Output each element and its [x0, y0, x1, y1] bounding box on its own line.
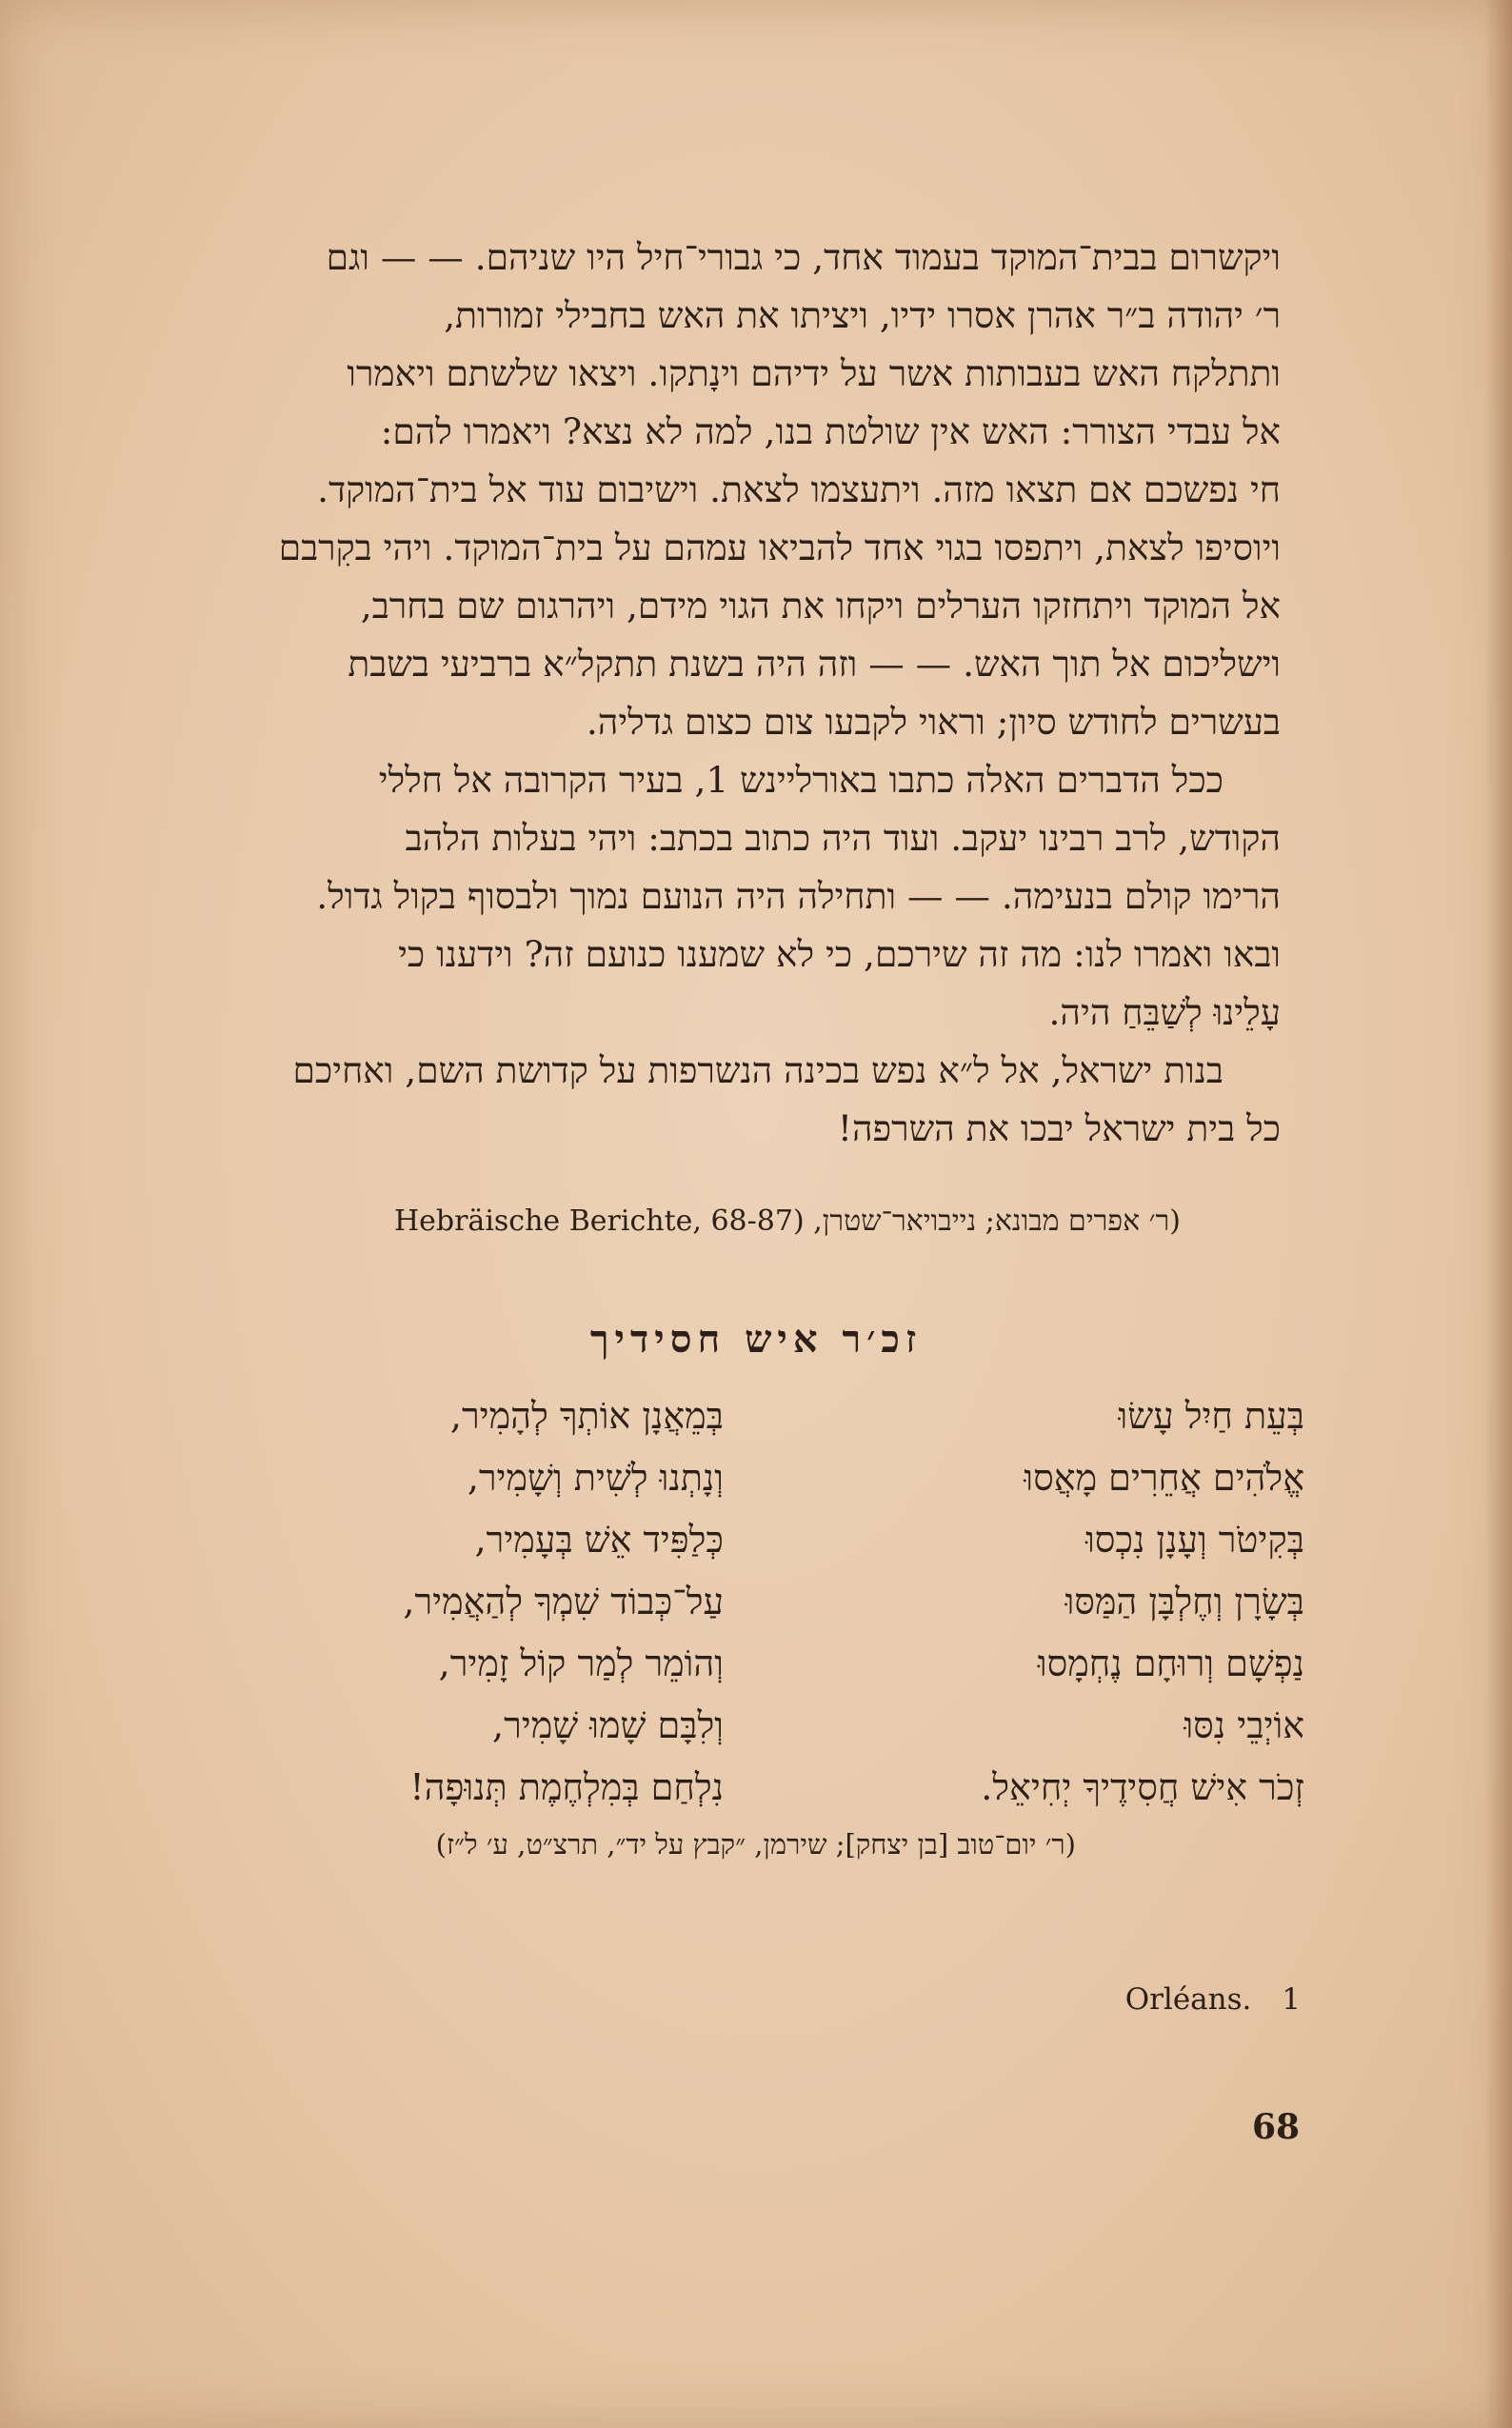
source-citation: [162, 1204, 1181, 1238]
poem-line-left: וְהוֹמֵר לְמַר קוֹל זָמִיר,: [438, 1642, 724, 1684]
poem: [209, 1395, 1304, 1828]
poem-credit: (ר׳ יום־טוב [בן יצחק]; שירמן, ״קבץ על יד״, תרצ״ט, ע׳ ל״ז): [435, 1828, 1076, 1861]
poem-line-right: בְּעֵת חַיִל עָשׂוּ: [1118, 1395, 1304, 1437]
text-line: הרימו קולם בנעימה. — — ותחילה היה הנועם נמוך ולבסוף בקול גדול.: [316, 875, 1281, 917]
poem-line-left: נִלְחַם בְּמִלְחֶמֶת תְּנוּפָה!: [409, 1766, 724, 1808]
page-spine-shadow: [1485, 0, 1512, 2428]
poem-line-right: נַפְשָׁם וְרוּחָם נֶחְמָסוּ: [1037, 1642, 1304, 1684]
text-line: עָלֵינוּ לְשַׁבֵּחַ היה.: [1048, 991, 1281, 1033]
poem-line-right: זְכֹר אִישׁ חֲסִידֶיךָ יְחִיאֵל.: [981, 1766, 1304, 1808]
poem-line: [209, 1766, 1304, 1828]
poem-line-right: אוֹיְבֵי נִסּוּ: [1184, 1704, 1304, 1746]
poem-line: [209, 1581, 1304, 1642]
paragraph-2: [157, 751, 1281, 1042]
source-latin: Hebräische Berichte, 68-87): [393, 1204, 805, 1238]
text-line: ויקשרום בבית־המוקד בעמוד אחד, כי גבורי־חיל היו שניהם. — — וגם: [326, 236, 1281, 278]
text-line: ר׳ יהודה ב״ר אהרן אסרו ידיו, ויציתו את האש בחבילי זמורות,: [444, 294, 1281, 336]
poem-line-left: בְּמֵאֲנָן אוֹתְךָ לְהָמִיר,: [449, 1395, 724, 1437]
text-line: הקודש, לרב רבינו יעקב. ועוד היה כתוב בכתב: ויהי בעלות הלהב: [405, 817, 1281, 859]
footnote-number: 1: [1282, 1982, 1301, 2017]
footnote: [1125, 1982, 1301, 2017]
paragraph-1: [157, 229, 1281, 751]
text-line: וישליכום אל תוך האש. — — וזה היה בשנת תתקל״א ברביעי בשבת: [348, 643, 1281, 685]
text-line: בנות ישראל, אל ל״א נפש בכינה הנשרפות על קדושת השם, ואחיכם: [292, 1049, 1224, 1091]
poem-title: זכ׳ר איש חסידיך: [589, 1317, 923, 1362]
text-line: חי נפשכם אם תצאו מזה. ויתעצמו לצאת. וישיבום עוד אל בית־המוקד.: [317, 468, 1281, 510]
poem-line-right: בְּקִיטֹר וְעָנָן נִכְסוּ: [1085, 1519, 1304, 1561]
page-number: 68: [1252, 2107, 1301, 2147]
source-hebrew: (ר׳ אפרים מבונא; נייבויאר־שטרן,: [813, 1204, 1181, 1238]
poem-line: [209, 1642, 1304, 1704]
text-line: ככל הדברים האלה כתבו באורליינש 1, בעיר הקרובה אל חללי: [378, 759, 1224, 801]
poem-line: [209, 1519, 1304, 1581]
poem-line: [209, 1457, 1304, 1519]
text-line: ובאו ואמרו לנו: מה זה שירכם, כי לא שמענו כנועם זה? וידענו כי: [398, 933, 1281, 975]
text-line: ויוסיפו לצאת, ויתפסו בגוי אחד להביאו עמהם על בית־המוקד. ויהי בקִרבם: [278, 527, 1281, 568]
main-text: [157, 229, 1281, 1158]
poem-line-right: אֱלֹהִים אֲחֵרִים מָאֲסוּ: [1024, 1457, 1304, 1499]
footnote-text: Orléans.: [1124, 1982, 1252, 2017]
poem-line-left: וְלִבָּם שָׁמוּ שָׁמִיר,: [492, 1704, 724, 1746]
poem-line: [209, 1395, 1304, 1457]
poem-line-left: וְנָתְנוּ לְשִׁית וְשָׁמִיר,: [467, 1457, 724, 1499]
text-line: אל עבדי הצורר: האש אין שולטת בנו, למה לא נצא? ויאמרו להם:: [380, 410, 1281, 452]
poem-line-right: בְּשָׂרָן וְחֶלְבָּן הַמַּסּוּ: [1064, 1581, 1304, 1622]
poem-line-left: כְּלַפִּיד אֵשׁ בְּעָמִיר,: [474, 1519, 724, 1561]
paragraph-3: [157, 1042, 1281, 1158]
text-line: כל בית ישראל יבכו את השרפה!: [837, 1107, 1281, 1149]
text-line: בעשרים לחודש סיון; וראוי לקבעו צום כצום גדליה.: [586, 701, 1281, 743]
text-line: ותתלקח האש בעבותות אשר על ידיהם וינָתקו. ויצאו שלשתם ויאמרו: [347, 352, 1281, 394]
poem-line: [209, 1704, 1304, 1766]
poem-line-left: עַל־כְּבוֹד שִׁמְךָ לְהַאֲמִיר,: [403, 1581, 724, 1622]
text-line: אל המוקד ויתחזקו הערלים ויקחו את הגוי מידם, ויהרגום שם בחרב,: [360, 585, 1281, 627]
